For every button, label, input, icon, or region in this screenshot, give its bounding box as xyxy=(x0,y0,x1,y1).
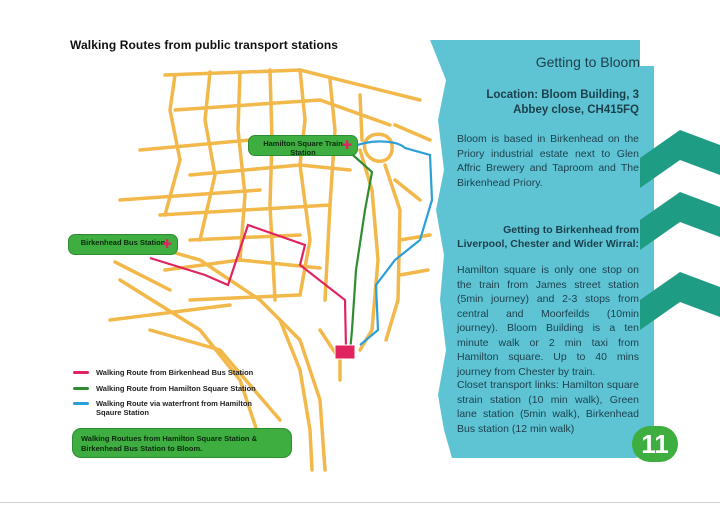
birkenhead-bus-label xyxy=(68,234,178,255)
chevron-decoration xyxy=(640,130,720,330)
legend-text: Walking Route from Birkenhead Bus Station xyxy=(96,368,254,377)
page-title: Walking Routes from public transport stations xyxy=(70,38,339,52)
intro-paragraph: Bloom is based in Birkenhead on the Priory industrial estate next to Glen Affric Brewery and Taproom and The Birkenhead Priory. xyxy=(457,133,639,189)
route-birkenhead-bus xyxy=(150,225,346,348)
page-number: 11 xyxy=(632,426,678,462)
bloom-destination-marker xyxy=(335,345,355,359)
hamilton-station-label-text: Hamilton Square Train Station xyxy=(263,139,343,157)
getting-paragraph: Hamilton square is only one stop on the train from James street station (5min journey) and 2-3 stops from central and Moorfeilds (10min journey). Bloom Building is a ten minute walk or 2 min taxi from Hamilton square. Up to 40 mins journey from Chester by train. xyxy=(457,264,639,378)
legend-swatch-red xyxy=(73,371,89,374)
rail-cross-icon: ✚ xyxy=(161,237,172,251)
rail-cross-icon: ✚ xyxy=(341,138,352,152)
closest-links-paragraph: Closet transport links: Hamilton square strain station (10 min walk), Green lane station (5min walk), Birkenhead Bus station (12 min walk) xyxy=(457,379,639,435)
legend-text: Walking Route from Hamilton Square Station xyxy=(96,384,256,393)
footer-divider xyxy=(0,502,720,503)
birkenhead-bus-label-text: Birkenhead Bus Station xyxy=(80,238,166,247)
location-address: Location: Bloom Building, 3 Abbey close, CH415FQ xyxy=(486,89,639,116)
panel-title: Getting to Bloom xyxy=(535,54,640,70)
hamilton-station-label xyxy=(248,135,358,156)
legend-swatch-blue xyxy=(73,402,89,405)
legend-text: Walking Route via waterfront from Hamilton Sqaure Station xyxy=(96,399,252,417)
legend-swatch-green xyxy=(73,387,89,390)
getting-heading: Getting to Birkenhead from Liverpool, Chester and Wider Wirral: xyxy=(457,224,639,250)
route-summary-box: Walking Routues from Hamilton Square Station & Birkenhead Bus Station to Bloom. xyxy=(72,428,292,458)
